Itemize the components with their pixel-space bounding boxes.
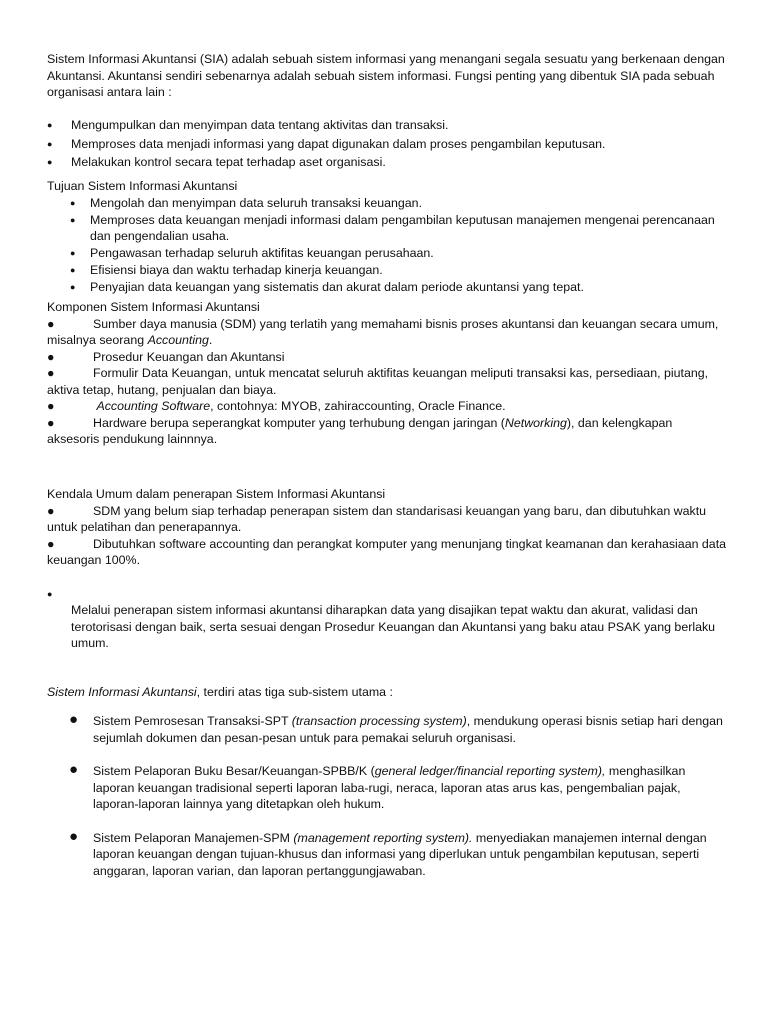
list-item: ● Sistem Pelaporan Manajemen-SPM (management reporting system). menyediakan manajemen internal dengan laporan keuangan dengan tujuan-khusus dan informasi yang diperlukan untuk pengambilan keputusan, seperti anggaran, laporan varian, dan laporan pertanggungjawaban. (69, 827, 707, 878)
subsistem-list (47, 713, 727, 879)
bullet-icon: ● (47, 399, 55, 413)
harapan-paragraph (71, 602, 721, 652)
tujuan-heading: Tujuan Sistem Informasi Akuntansi (47, 179, 238, 193)
subsistem-section (47, 684, 727, 701)
list-item: ● Dibutuhkan software accounting dan perangkat komputer yang menunjang tingkat keamanan dan kerahasiaan data keuangan 100%. (47, 536, 727, 567)
bullet-icon: ● (70, 282, 76, 292)
list-item: ● Efisiensi biaya dan waktu terhadap kinerja keuangan. (70, 263, 383, 277)
list-item: ● Hardware berupa seperangkat komputer yang terhubung dengan jaringan (Networking), dan kelengkapan aksesoris pendukung lainnnya. (47, 415, 673, 446)
list-item: ● Melakukan kontrol secara tepat terhadap aset organisasi. (47, 155, 386, 169)
intro-text: Sistem Informasi Akuntansi (SIA) adalah sebuah sistem informasi yang menangani segala sesuatu yang berkenaan dengan Akuntansi. Akuntansi sendiri sebenarnya adalah sebuah sistem informasi. Fungsi penting yang dibentuk SIA pada sebuah organisasi antara lain : (47, 52, 725, 99)
bullet-icon: ● (47, 589, 53, 599)
fungsi-section (47, 117, 727, 173)
bullet-icon: ● (69, 761, 79, 778)
bullet-icon: ● (47, 503, 55, 518)
list-item: ● Sumber daya manusia (SDM) yang terlatih yang memahami bisnis proses akuntansi dan keuangan secara umum, misalnya seorang Accounting. (47, 316, 719, 347)
list-item: ● Mengolah dan menyimpan data seluruh transaksi keuangan. (70, 195, 423, 210)
bullet-icon: ● (69, 711, 79, 728)
kendala-heading: Kendala Umum dalam penerapan Sistem Informasi Akuntansi (47, 487, 386, 501)
list-item: ● Memproses data keuangan menjadi informasi dalam pengambilan keputusan manajemen mengenai perencanaan dan pengendalian usaha. (70, 212, 715, 243)
list-item: ● Accounting Software, contohnya: MYOB, zahiraccounting, Oracle Finance. (47, 399, 506, 413)
bullet-icon: ● (47, 120, 53, 130)
list-item: ● SDM yang belum siap terhadap penerapan sistem dan standarisasi keuangan yang baru, dan dibutuhkan waktu untuk pelatihan dan penerapannya. (47, 503, 707, 534)
kendala-list (47, 503, 727, 569)
kendala-section (47, 486, 727, 569)
list-item: ● Prosedur Keuangan dan Akuntansi (47, 349, 285, 364)
bullet-icon: ● (47, 536, 55, 551)
bullet-icon: ● (47, 349, 55, 364)
list-item: ● Sistem Pelaporan Buku Besar/Keuangan-SPBB/K (general ledger/financial reporting system), menghasilkan laporan keuangan tradisional seperti laporan laba-rugi, neraca, laporan atas arus kas, pengembalian pajak, laporan-laporan lainnya yang ditetapkan oleh hukum. (69, 761, 686, 811)
fungsi-list (47, 117, 727, 171)
komponen-list (47, 316, 727, 448)
bullet-icon: ● (47, 415, 55, 430)
bullet-icon: ● (70, 214, 76, 225)
bullet-icon: ● (47, 157, 53, 167)
list-item: ● Memproses data menjadi informasi yang dapat digunakan dalam proses pengambilan keputusan. (47, 136, 606, 151)
komponen-section (47, 299, 727, 448)
list-item: ● Penyajian data keuangan yang sistematis dan akurat dalam periode akuntansi yang tepat. (70, 280, 584, 294)
subsistem-heading: Sistem Informasi Akuntansi, terdiri atas tiga sub-sistem utama : (47, 685, 393, 699)
bullet-icon: ● (70, 265, 76, 275)
list-item: ● Mengumpulkan dan menyimpan data tentang aktivitas dan transaksi. (47, 118, 449, 132)
bullet-icon: ● (47, 138, 53, 149)
list-item: ● Formulir Data Keuangan, untuk mencatat seluruh aktifitas keuangan meliputi transaksi kas, persediaan, piutang, aktiva tetap, hutang, penjualan dan biaya. (47, 366, 709, 397)
list-item: ● Sistem Pemrosesan Transaksi-SPT (transaction processing system), mendukung operasi bisnis setiap hari dengan sejumlah dokumen dan pesan-pesan untuk para pemakai seluruh organisasi. (69, 711, 723, 745)
bullet-icon: ● (69, 827, 79, 845)
komponen-heading: Komponen Sistem Informasi Akuntansi (47, 300, 260, 314)
bullet-icon: ● (47, 316, 55, 331)
intro-paragraph (47, 51, 727, 101)
tujuan-section (47, 178, 727, 296)
bullet-icon: ● (70, 197, 76, 208)
harapan-text: Melalui penerapan sistem informasi akuntansi diharapkan data yang disajikan tepat waktu dan akurat, validasi dan terotorisasi dengan baik, serta sesuai dengan Prosedur Keuangan dan Akuntansi yang baku atau PSAK yang berlaku umum. (71, 603, 716, 650)
list-item: ● Pengawasan terhadap seluruh aktifitas keuangan perusahaan. (70, 246, 434, 260)
subsistem-list-wrap (47, 713, 727, 896)
bullet-icon: ● (70, 248, 76, 258)
tujuan-list (47, 195, 727, 296)
bullet-icon: ● (47, 366, 55, 380)
